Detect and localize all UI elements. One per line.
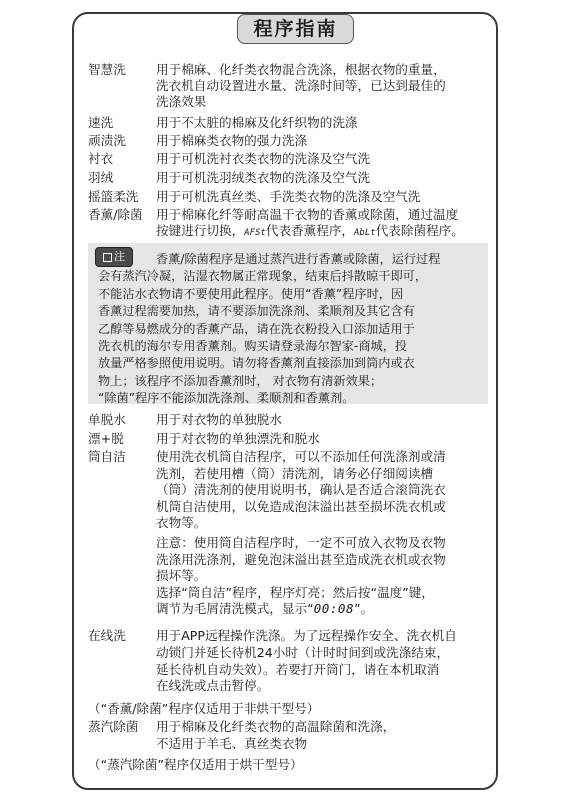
description-line: 用于棉麻类衣物的强力洗涤 bbox=[156, 133, 308, 148]
program-term: 速洗 bbox=[88, 115, 114, 130]
description-line: 用于棉麻及化纤类衣物的高温除菌和洗涤， bbox=[156, 719, 396, 734]
program-term: 摇篮柔洗 bbox=[88, 189, 139, 204]
description-line: 用于可机洗衬衣类衣物的洗涤及空气洗 bbox=[156, 151, 371, 166]
description-line: （筒）清洗剂的使用说明书，确认是否适合滚筒洗衣 bbox=[156, 482, 446, 498]
note-line: 香薰/除菌程序是通过蒸汽进行香薰或除菌，运行过程 bbox=[156, 252, 441, 266]
program-term: 羽绒 bbox=[88, 170, 114, 185]
lcd-code-sterilize: AbLt bbox=[354, 228, 376, 238]
description-text: ”。 bbox=[354, 601, 374, 617]
lcd-display-value: 00:08 bbox=[313, 601, 355, 617]
note-line: 香薰过程需要加热，请不要添加洗涤剂、柔顺剂及其它含有 bbox=[98, 304, 415, 319]
description-line: 用于APP远程操作洗涤。为了远程操作安全、洗衣机自 bbox=[156, 628, 457, 643]
description-line: 用于可机洗羽绒类衣物的洗涤及空气洗 bbox=[156, 170, 371, 185]
description-line: 衣物等。 bbox=[156, 515, 207, 531]
description-line: 洗涤效果 bbox=[156, 94, 207, 109]
note-line: 洗衣机的海尔专用香薰剂。购买请登录海尔智家-商城，投 bbox=[98, 339, 408, 354]
description-line: 洗衣机自动设置进水量、洗涤时间等，已达到最佳的 bbox=[156, 78, 446, 93]
description-text: 按键进行切换， bbox=[156, 223, 245, 238]
description-line: 用于棉麻化纤等耐高温干衣物的香薰或除菌，通过温度 bbox=[156, 207, 459, 222]
note-line: 放量严格参照使用说明。请勿将香薰剂直接添加到筒内或衣 bbox=[98, 356, 415, 371]
note-line: “除菌”程序不能添加洗涤剂、柔顺剂和香薰剂。 bbox=[98, 391, 355, 406]
description-line: 用于对衣物的单独漂洗和脱水 bbox=[156, 431, 320, 446]
description-line: 注意：使用筒自洁程序时，一定不可放入衣物及衣物 bbox=[156, 534, 446, 550]
description-line: 洗剂，若使用槽（筒）清洗剂，请务必仔细阅读槽 bbox=[156, 465, 434, 481]
description-line: 用于不太脏的棉麻及化纤织物的洗涤 bbox=[156, 115, 358, 130]
description-line bbox=[156, 223, 486, 241]
description-line: 机筒自洁使用，以免造成泡沫溢出甚至损坏洗衣机或 bbox=[156, 498, 446, 514]
description-line: 延长待机自动失效）。若要打开筒门，请在本机取消 bbox=[156, 661, 440, 677]
program-description bbox=[156, 62, 486, 110]
footnote-steam-models: （“蒸汽除菌”程序仅适用于烘干型号） bbox=[88, 757, 303, 772]
note-box bbox=[88, 243, 488, 404]
program-term: 单脱水 bbox=[88, 412, 126, 427]
description-text: 代表除菌程序。 bbox=[375, 223, 464, 238]
description-line: 选择“筒自洁”程序，程序灯亮；然后按“温度”键， bbox=[156, 584, 434, 600]
program-term: 顽渍洗 bbox=[88, 133, 126, 148]
description-line: 洗涤用洗涤剂，避免泡沫溢出甚至造成洗衣机或衣物 bbox=[156, 551, 446, 567]
footnote-aroma-models: （“香薰/除菌”程序仅适用于非烘干型号） bbox=[88, 701, 320, 716]
description-line: 不适用于羊毛、真丝类衣物 bbox=[156, 736, 308, 751]
note-line: 不能沾水衣物请不要使用此程序。使用“香薰”程序时，因 bbox=[98, 286, 404, 301]
note-line: 物上；该程序不添加香薰剂时， 对衣物有清新效果； bbox=[98, 373, 383, 388]
note-line: 乙醇等易燃成分的香薰产品，请在洗衣粉投入口添加适用于 bbox=[98, 321, 415, 336]
lcd-code-aroma: AFSt bbox=[244, 228, 266, 238]
description-line: 在线洗或点击暂停。 bbox=[156, 678, 270, 694]
program-term: 在线洗 bbox=[88, 628, 126, 643]
note-text bbox=[98, 251, 484, 408]
program-term: 智慧洗 bbox=[88, 62, 126, 77]
description-line: 用于对衣物的单独脱水 bbox=[156, 412, 282, 427]
description-line: 使用洗衣机筒自洁程序，可以不添加任何洗涤剂或清 bbox=[156, 449, 446, 464]
page-title: 程序指南 bbox=[237, 14, 354, 44]
program-term: 漂+脱 bbox=[88, 431, 124, 446]
note-line: 会有蒸汽冷凝，沾湿衣物属正常现象，结束后抖散晾干即可， bbox=[98, 269, 428, 284]
program-term: 蒸汽除菌 bbox=[88, 719, 139, 734]
description-line bbox=[156, 601, 486, 618]
note-badge-label: 注 bbox=[114, 250, 125, 263]
description-text: 调节为毛屑清洗模式，显示“ bbox=[156, 601, 314, 617]
description-text: 代表香薰程序， bbox=[265, 223, 354, 238]
description-line: 动锁门并延长待机24小时（计时时间到或洗涤结束， bbox=[156, 644, 450, 660]
description-line: 损坏等。 bbox=[156, 568, 207, 584]
description-line: 用于可机洗真丝类、手洗类衣物的洗涤及空气洗 bbox=[156, 189, 421, 204]
program-term: 筒自洁 bbox=[88, 449, 126, 464]
program-term: 香薰/除菌 bbox=[88, 207, 143, 222]
program-term: 衬衣 bbox=[88, 151, 114, 166]
description-line: 用于棉麻、化纤类衣物混合洗涤，根据衣物的重量， bbox=[156, 62, 446, 77]
